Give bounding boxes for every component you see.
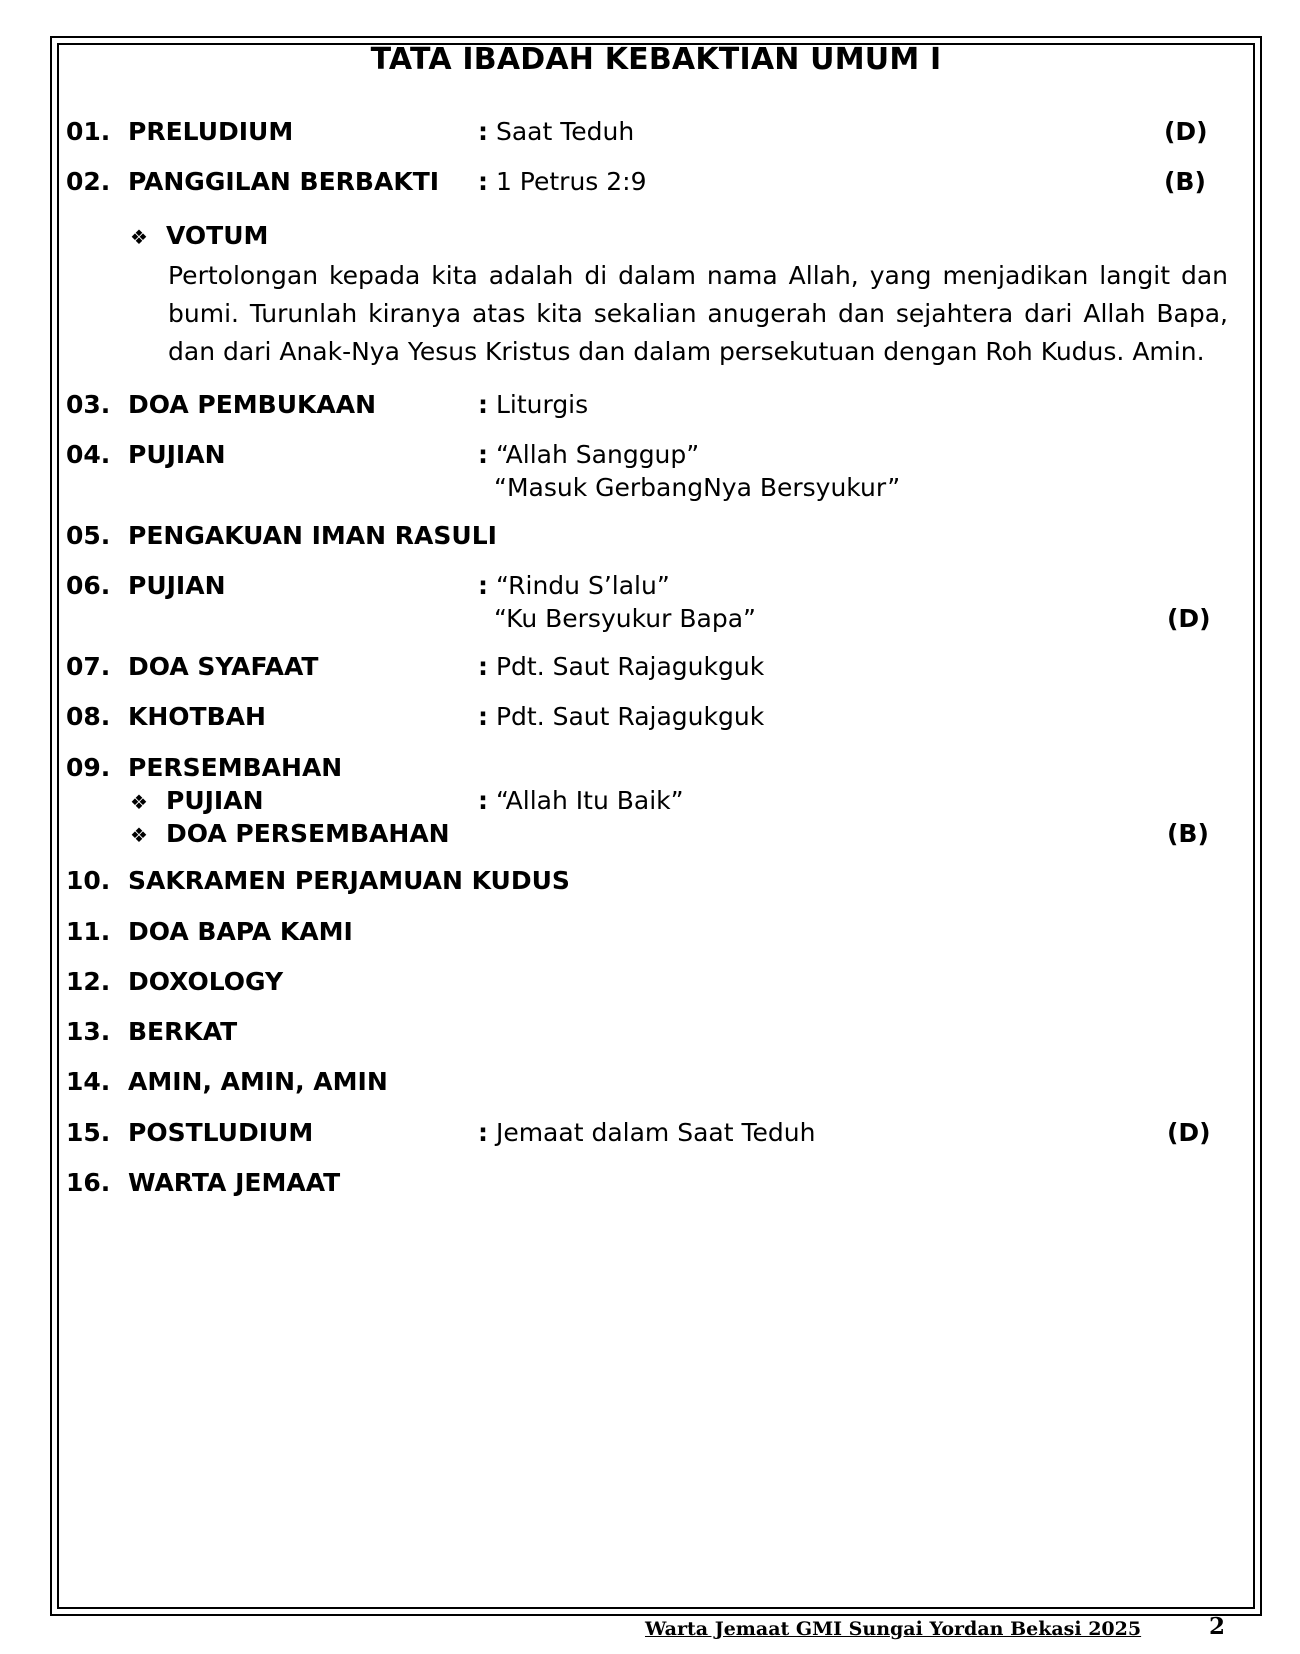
item-label: PANGGILAN BERBAKTI [128,167,440,196]
item-label: DOA BAPA KAMI [128,917,353,946]
item-label: SAKRAMEN PERJAMUAN KUDUS [128,866,570,895]
colon: : [478,786,488,815]
colon: : [478,1118,488,1147]
sub-label: DOA PERSEMBAHAN [166,819,450,848]
item-number: 09. [66,753,111,782]
item-value-text: 1 Petrus 2:9 [495,167,647,196]
item-label: PUJIAN [128,571,226,600]
votum-text: Pertolongan kepada kita adalah di dalam nama Allah, yang menjadikan langit dan bumi. Turunlah kiranya atas kita sekalian anugerah dan sejahtera dari Allah Bapa, dan dari Anak-Nya Yesus Kristus dan dalam persekutuan dengan Roh Kudus. Amin. [168,261,1228,366]
page-number: 2 [1209,1613,1226,1640]
item-number: 06. [66,571,111,600]
item-label: PERSEMBAHAN [128,753,343,782]
diamond-bullet-icon: ❖ [130,823,148,847]
item-label: WARTA JEMAAT [128,1168,341,1197]
item-code: (B) [1164,167,1206,196]
item-value-second: “Masuk GerbangNya Bersyukur” [494,473,901,502]
persembahan-sub-pujian [130,786,264,815]
page-title: TATA IBADAH KEBAKTIAN UMUM I [370,42,942,77]
item-number: 11. [66,917,111,946]
persembahan-sub-doa [130,819,450,848]
item-number: 13. [66,1017,111,1046]
item-code: (D) [1167,1118,1211,1147]
item-value [478,702,764,731]
item-value [478,571,670,600]
item-value [478,390,588,419]
item-value [478,1118,815,1147]
item-code: (B) [1167,819,1209,848]
item-number: 05. [66,521,111,550]
colon: : [478,390,488,419]
diamond-bullet-icon: ❖ [130,790,148,814]
votum-heading [130,221,268,250]
item-number: 07. [66,652,111,681]
item-value [478,117,634,146]
item-number: 04. [66,440,111,469]
item-code: (D) [1167,604,1211,633]
item-value [478,786,684,815]
colon: : [478,702,488,731]
colon: : [478,167,488,196]
colon: : [478,440,488,469]
item-label: DOA SYAFAAT [128,652,319,681]
item-value [478,652,764,681]
item-value-second: “Ku Bersyukur Bapa” [494,604,756,633]
item-number: 14. [66,1067,111,1096]
item-label: POSTLUDIUM [128,1118,314,1147]
item-value-text: Pdt. Saut Rajagukguk [495,652,765,681]
item-value-text: Saat Teduh [495,117,635,146]
colon: : [478,117,488,146]
item-number: 08. [66,702,111,731]
item-label: PUJIAN [128,440,226,469]
sub-label: PUJIAN [166,786,264,815]
item-value-text: Pdt. Saut Rajagukguk [495,702,765,731]
item-label: DOXOLOGY [128,967,284,996]
item-label: KHOTBAH [128,702,266,731]
item-number: 12. [66,967,111,996]
item-label: PENGAKUAN IMAN RASULI [128,521,497,550]
item-code: (D) [1164,117,1208,146]
item-label: DOA PEMBUKAAN [128,390,377,419]
item-label: PRELUDIUM [128,117,294,146]
item-number: 16. [66,1168,111,1197]
item-value-text: Liturgis [495,390,589,419]
footer-text: Warta Jemaat GMI Sungai Yordan Bekasi 2025 [645,1618,1142,1640]
item-number: 01. [66,117,111,146]
item-value-text: “Allah Itu Baik” [495,786,684,815]
diamond-bullet-icon: ❖ [130,225,148,249]
item-number: 10. [66,866,111,895]
item-number: 15. [66,1118,111,1147]
item-value-text: Jemaat dalam Saat Teduh [495,1118,816,1147]
item-value-text: “Allah Sanggup” [495,440,700,469]
item-label: AMIN, AMIN, AMIN [128,1067,388,1096]
colon: : [478,652,488,681]
votum-heading-text: VOTUM [166,221,269,250]
item-number: 02. [66,167,111,196]
item-label: BERKAT [128,1017,238,1046]
item-value [478,167,647,196]
item-value [478,440,699,469]
item-number: 03. [66,390,111,419]
item-value-text: “Rindu S’lalu” [495,571,670,600]
colon: : [478,571,488,600]
